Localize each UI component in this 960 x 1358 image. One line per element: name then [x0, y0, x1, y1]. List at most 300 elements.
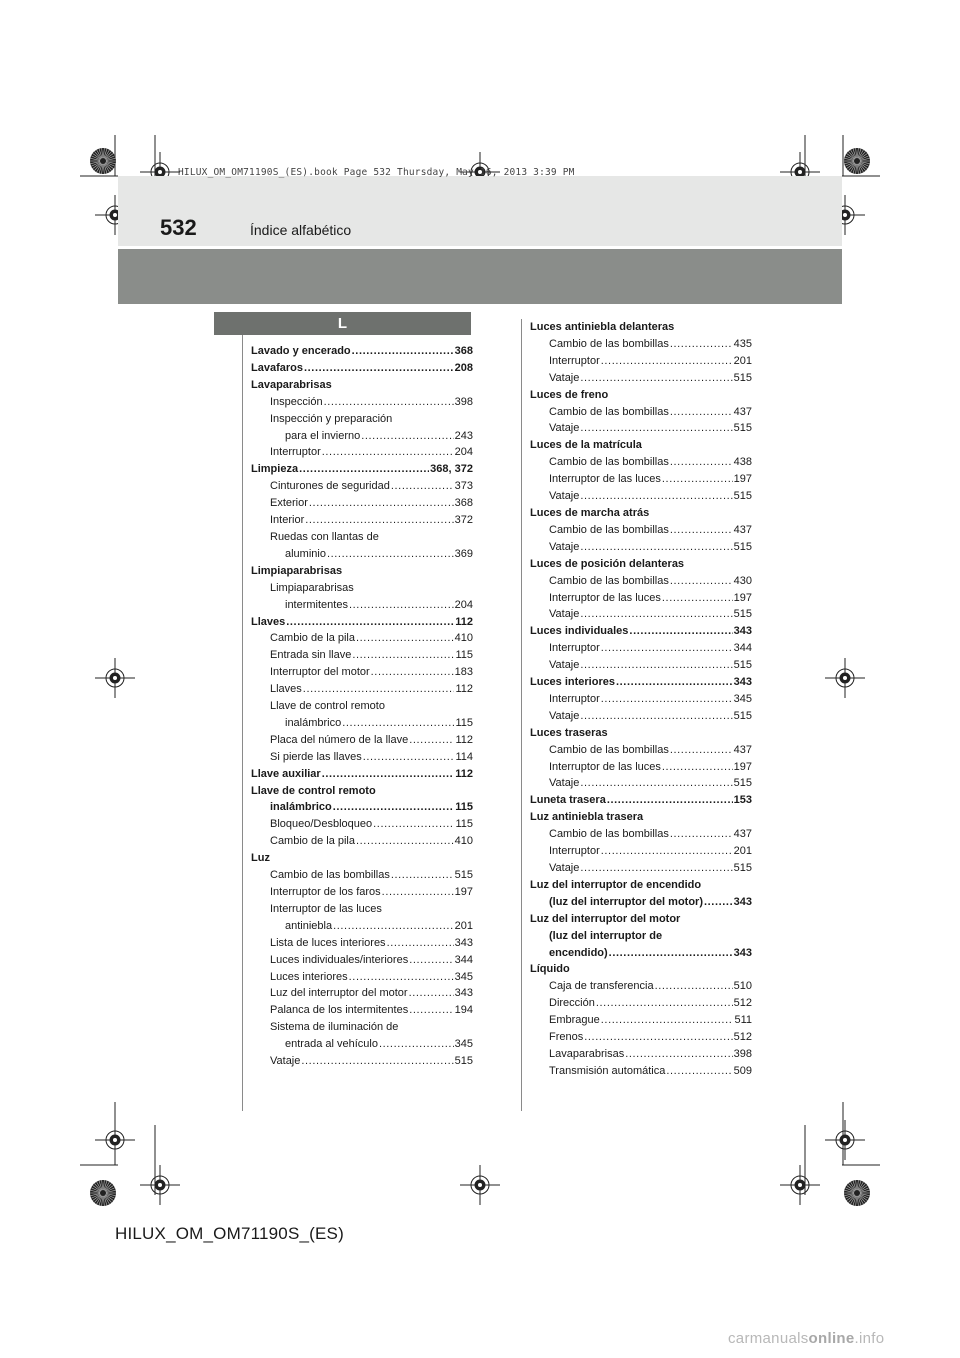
entry-text: Luces individuales/interiores: [270, 953, 409, 966]
entry-page: 368: [454, 497, 473, 510]
dot-leader: [580, 606, 732, 623]
entry-page: 197: [454, 886, 473, 898]
entry-text: Cambio de las bombillas: [549, 828, 669, 841]
entry-text: Luces de freno: [530, 388, 609, 401]
entry-text: Interruptor de las luces: [270, 902, 382, 915]
index-entry: [251, 985, 473, 1002]
index-entry: [251, 1002, 473, 1019]
dot-leader: [584, 1029, 732, 1046]
index-entry: [251, 867, 473, 884]
entry-text: Luz antiniebla trasera: [530, 811, 644, 824]
entry-page: 208: [454, 361, 473, 374]
entry-page: 112: [455, 615, 473, 628]
index-entry: [251, 529, 473, 546]
entry-page: 344: [733, 642, 752, 655]
entry-page: 515: [733, 490, 752, 503]
dot-leader: [601, 843, 733, 860]
entry-page: 437: [733, 523, 752, 536]
index-entry: [251, 783, 473, 800]
index-entry: [530, 1012, 752, 1029]
index-entry: [530, 961, 752, 978]
index-entry: [251, 647, 473, 664]
crosshair-mark: [825, 1120, 865, 1160]
entry-page: 345: [454, 970, 473, 983]
starburst-mark: [90, 148, 116, 174]
entry-text: Vataje: [270, 1055, 301, 1068]
entry-text: Llaves: [270, 683, 302, 696]
dot-leader: [580, 708, 732, 725]
entry-page: 438: [733, 456, 752, 469]
entry-page: 515: [733, 862, 752, 874]
index-entry: [251, 766, 473, 783]
book-info: HILUX_OM_OM71190S_(ES).book Page 532 Thursday, May 16, 2013 3:39 PM: [178, 167, 575, 178]
dot-leader: [607, 792, 733, 809]
entry-text: antiniebla: [285, 919, 333, 932]
index-entry: [530, 471, 752, 488]
entry-page: 512: [733, 1031, 752, 1044]
entry-page: 197: [733, 473, 752, 486]
entry-text: aluminio: [285, 547, 326, 560]
entry-text: Vataje: [549, 862, 580, 874]
entry-text: Luz: [251, 852, 270, 865]
watermark-bold: online: [808, 1330, 855, 1347]
crosshair-mark: [95, 1120, 135, 1160]
entry-text: Cambio de la pila: [270, 835, 355, 848]
index-entry: [251, 343, 473, 360]
entry-text: Lavaparabrisas: [549, 1047, 625, 1060]
entry-text: Limpiaparabrisas: [251, 564, 343, 577]
entry-text: Vataje: [549, 490, 580, 503]
dot-leader: [352, 343, 454, 360]
index-letter: L: [214, 312, 471, 335]
entry-text: Interruptor del motor: [270, 666, 370, 679]
index-entry: [530, 894, 752, 911]
index-entry: [530, 556, 752, 573]
dot-leader: [301, 1053, 453, 1070]
index-entry: [530, 336, 752, 353]
entry-text: Embrague: [549, 1014, 600, 1027]
index-entry: [530, 657, 752, 674]
entry-page: 204: [454, 446, 473, 459]
dot-leader: [352, 647, 454, 664]
dot-leader: [379, 1036, 454, 1053]
entry-text: Caja de transferencia: [549, 980, 654, 993]
index-entry: [530, 353, 752, 370]
dot-leader: [409, 985, 454, 1002]
entry-page: 368: [454, 345, 473, 357]
entry-text: Cambio de la pila: [270, 632, 355, 645]
dot-leader: [373, 816, 454, 833]
entry-page: 510: [733, 980, 752, 993]
entry-page: 368, 372: [430, 463, 473, 476]
crosshair-mark: [140, 1165, 180, 1205]
entry-page: 115: [455, 649, 473, 662]
dot-leader: [409, 952, 453, 969]
entry-text: Luces traseras: [530, 726, 608, 739]
entry-text: Vataje: [549, 608, 580, 621]
entry-page: 515: [733, 659, 752, 672]
entry-text: entrada al vehículo: [285, 1038, 378, 1051]
index-entry: [530, 911, 752, 928]
index-entry: [251, 563, 473, 580]
starburst-mark: [90, 1180, 116, 1206]
dot-leader: [704, 894, 733, 911]
index-entry: [251, 512, 473, 529]
dot-leader: [409, 1002, 453, 1019]
entry-page: 114: [455, 750, 473, 763]
index-entry: [251, 1053, 473, 1070]
dot-leader: [304, 360, 454, 377]
entry-text: (luz del interruptor de: [549, 929, 663, 942]
dot-leader: [609, 945, 733, 962]
entry-text: Cambio de las bombillas: [549, 743, 669, 756]
dot-leader: [382, 884, 454, 901]
entry-text: Limpieza: [251, 463, 299, 476]
entry-text: Vataje: [549, 659, 580, 672]
dot-leader: [305, 512, 453, 529]
crosshair-mark: [780, 1165, 820, 1205]
index-entry: [530, 505, 752, 522]
index-entry: [251, 918, 473, 935]
entry-page: 197: [733, 591, 752, 604]
index-entry: [530, 319, 752, 336]
index-entry: [530, 843, 752, 860]
entry-text: Luces interiores: [530, 676, 615, 689]
crosshair-mark: [825, 658, 865, 698]
watermark-suffix: .info: [854, 1330, 885, 1347]
index-entry: [251, 901, 473, 918]
entry-page: 343: [454, 987, 473, 1000]
entry-page: 437: [733, 743, 752, 756]
header-band-light: [118, 176, 842, 246]
dot-leader: [322, 444, 454, 461]
entry-text: Llave auxiliar: [251, 767, 321, 780]
index-entry: [530, 978, 752, 995]
dot-leader: [391, 478, 454, 495]
entry-page: 201: [454, 919, 473, 932]
index-entry: [530, 759, 752, 776]
entry-page: 437: [733, 828, 752, 841]
dot-leader: [670, 742, 733, 759]
starburst-mark: [844, 1180, 870, 1206]
entry-page: 243: [454, 429, 473, 442]
dot-leader: [299, 461, 429, 478]
entry-page: 201: [733, 354, 752, 367]
entry-text: inalámbrico: [270, 801, 332, 814]
crosshair-mark: [460, 1165, 500, 1205]
entry-text: Luces antiniebla delanteras: [530, 321, 675, 333]
index-entry: [530, 860, 752, 877]
dot-leader: [324, 394, 454, 411]
index-entry: [530, 725, 752, 742]
entry-page: 153: [733, 794, 752, 807]
index-entry: [530, 945, 752, 962]
entry-page: 515: [733, 422, 752, 435]
entry-text: Llave de control remoto: [251, 784, 376, 797]
index-entry: [251, 681, 473, 698]
entry-text: Si pierde las llaves: [270, 750, 362, 763]
entry-page: 201: [733, 845, 752, 858]
entry-text: Interruptor: [270, 446, 321, 459]
index-entry: [530, 606, 752, 623]
entry-text: Luces de marcha atrás: [530, 506, 650, 519]
entry-text: Vataje: [549, 422, 580, 435]
index-entry: [251, 732, 473, 749]
index-entry: [530, 590, 752, 607]
index-entry: [251, 495, 473, 512]
dot-leader: [596, 995, 733, 1012]
entry-text: Bloqueo/Desbloqueo: [270, 818, 373, 831]
watermark: [728, 1330, 884, 1347]
entry-page: 343: [733, 946, 752, 959]
entry-page: 343: [454, 936, 473, 949]
entry-page: 344: [454, 953, 473, 966]
dot-leader: [333, 799, 455, 816]
entry-text: Interruptor: [549, 642, 600, 655]
entry-page: 112: [455, 733, 473, 746]
entry-page: 343: [733, 895, 752, 908]
dot-leader: [303, 681, 455, 698]
entry-text: intermitentes: [285, 598, 348, 611]
entry-page: 512: [733, 997, 752, 1010]
entry-page: 398: [733, 1047, 752, 1060]
entry-text: Exterior: [270, 497, 308, 510]
entry-text: (luz del interruptor del motor): [549, 895, 703, 908]
dot-leader: [662, 590, 733, 607]
entry-text: Vataje: [549, 777, 580, 790]
index-entry: [251, 833, 473, 850]
entry-page: 515: [454, 869, 473, 882]
entry-text: Interruptor de las luces: [549, 473, 661, 486]
dot-leader: [670, 826, 733, 843]
dot-leader: [655, 978, 733, 995]
entry-page: 112: [455, 767, 473, 780]
dot-leader: [580, 488, 732, 505]
index-entry: [530, 640, 752, 657]
entry-text: Interruptor: [549, 845, 600, 858]
entry-text: Llaves: [251, 615, 286, 628]
index-entry: [530, 1063, 752, 1080]
entry-page: 343: [733, 676, 752, 689]
entry-text: Ruedas con llantas de: [270, 530, 379, 543]
entry-page: 197: [733, 760, 752, 773]
entry-page: 372: [454, 514, 473, 527]
entry-page: 515: [733, 608, 752, 621]
entry-text: Luces de la matrícula: [530, 439, 642, 452]
entry-page: 410: [454, 632, 473, 645]
index-entry: [530, 370, 752, 387]
entry-page: 511: [734, 1014, 752, 1027]
index-entry: [530, 387, 752, 404]
dot-leader: [361, 428, 453, 445]
dot-leader: [286, 614, 454, 631]
entry-text: Lista de luces interiores: [270, 936, 386, 949]
index-entry: [530, 877, 752, 894]
index-entry: [530, 420, 752, 437]
dot-leader: [387, 935, 454, 952]
entry-text: Interruptor: [549, 692, 600, 705]
entry-page: 373: [454, 480, 473, 493]
crosshair-mark: [95, 658, 135, 698]
entry-text: Lavafaros: [251, 361, 303, 374]
entry-page: 115: [455, 801, 473, 814]
entry-page: 115: [455, 818, 473, 831]
dot-leader: [580, 370, 732, 387]
entry-text: Lavado y encerado: [251, 345, 351, 357]
index-entry: [251, 749, 473, 766]
dot-leader: [309, 495, 454, 512]
index-entry: [251, 884, 473, 901]
dot-leader: [670, 522, 733, 539]
entry-text: Transmisión automática: [549, 1064, 666, 1077]
index-entry: [251, 444, 473, 461]
index-entry: [530, 623, 752, 640]
index-entry: [530, 454, 752, 471]
entry-text: Cambio de las bombillas: [549, 405, 669, 418]
entry-text: Palanca de los intermitentes: [270, 1004, 409, 1017]
dot-leader: [580, 420, 732, 437]
dot-leader: [333, 918, 454, 935]
entry-page: 430: [733, 574, 752, 587]
entry-text: inalámbrico: [285, 716, 342, 729]
entry-text: Vataje: [549, 709, 580, 722]
index-entry: [530, 742, 752, 759]
index-entry: [530, 775, 752, 792]
dot-leader: [349, 969, 454, 986]
entry-text: Líquido: [530, 963, 570, 976]
dot-leader: [580, 657, 732, 674]
index-entry: [251, 377, 473, 394]
index-entry: [530, 792, 752, 809]
entry-text: Interruptor de los faros: [270, 886, 381, 898]
entry-text: Cambio de las bombillas: [549, 456, 669, 469]
entry-page: 345: [454, 1038, 473, 1051]
entry-text: Inspección y preparación: [270, 412, 393, 425]
entry-page: 194: [454, 1004, 473, 1017]
index-column-2: [530, 319, 752, 1080]
index-entry: [251, 597, 473, 614]
entry-text: Luz del interruptor de encendido: [530, 878, 702, 891]
entry-page: 435: [733, 337, 752, 350]
index-entry: [251, 411, 473, 428]
entry-text: Vataje: [549, 540, 580, 553]
dot-leader: [409, 732, 454, 749]
watermark-prefix: carmanuals: [728, 1330, 809, 1347]
entry-text: Cambio de las bombillas: [549, 523, 669, 536]
entry-page: 204: [454, 598, 473, 611]
index-entry: [251, 698, 473, 715]
entry-page: 515: [454, 1055, 473, 1068]
index-entry: [251, 850, 473, 867]
index-entry: [251, 546, 473, 563]
dot-leader: [601, 640, 733, 657]
index-entry: [530, 691, 752, 708]
dot-leader: [601, 353, 733, 370]
entry-page: 515: [733, 777, 752, 790]
entry-text: Interruptor: [549, 354, 600, 367]
entry-text: para el invierno: [285, 429, 361, 442]
header-band-dark: [118, 249, 842, 304]
index-entry: [251, 614, 473, 631]
index-entry: [530, 1046, 752, 1063]
entry-page: 515: [733, 709, 752, 722]
dot-leader: [371, 664, 454, 681]
dot-leader: [322, 766, 455, 783]
entry-text: Luces interiores: [270, 970, 348, 983]
entry-text: Cambio de las bombillas: [549, 337, 669, 350]
entry-text: Luces de posición delanteras: [530, 557, 685, 570]
index-entry: [251, 360, 473, 377]
index-entry: [251, 630, 473, 647]
entry-text: Inspección: [270, 395, 323, 408]
footer-code: HILUX_OM_OM71190S_(ES): [115, 1224, 344, 1243]
dot-leader: [670, 404, 733, 421]
index-entry: [530, 1029, 752, 1046]
entry-page: 369: [454, 547, 473, 560]
index-entry: [530, 928, 752, 945]
entry-text: Luneta trasera: [530, 794, 606, 807]
index-column-1: [251, 343, 473, 1070]
entry-text: Vataje: [549, 371, 580, 384]
dot-leader: [356, 833, 454, 850]
entry-text: Dirección: [549, 997, 595, 1010]
entry-text: Luz del interruptor del motor: [270, 987, 408, 1000]
dot-leader: [601, 691, 733, 708]
entry-text: Limpiaparabrisas: [270, 581, 354, 594]
index-entry: [530, 809, 752, 826]
column-divider-left: [242, 335, 243, 1111]
dot-leader: [666, 1063, 732, 1080]
dot-leader: [327, 546, 454, 563]
entry-page: 343: [733, 625, 752, 638]
index-entry: [251, 580, 473, 597]
index-entry: [251, 816, 473, 833]
index-entry: [251, 394, 473, 411]
dot-leader: [670, 336, 733, 353]
dot-leader: [349, 597, 454, 614]
index-entry: [530, 488, 752, 505]
index-entry: [251, 428, 473, 445]
index-entry: [251, 935, 473, 952]
dot-leader: [601, 1012, 734, 1029]
entry-page: 345: [733, 692, 752, 705]
entry-page: 509: [733, 1064, 752, 1077]
index-entry: [530, 522, 752, 539]
section-title: Índice alfabético: [250, 222, 352, 238]
dot-leader: [662, 759, 733, 776]
dot-leader: [580, 775, 732, 792]
entry-page: 183: [454, 666, 473, 679]
entry-text: Lavaparabrisas: [251, 378, 332, 391]
entry-text: Cinturones de seguridad: [270, 480, 390, 493]
index-entry: [251, 1019, 473, 1036]
entry-text: Luz del interruptor del motor: [530, 912, 681, 925]
dot-leader: [342, 715, 454, 732]
entry-text: Entrada sin llave: [270, 649, 352, 662]
index-entry: [251, 799, 473, 816]
entry-text: Interior: [270, 514, 305, 527]
dot-leader: [625, 1046, 732, 1063]
entry-text: Cambio de las bombillas: [270, 869, 390, 882]
index-entry: [530, 404, 752, 421]
index-entry: [530, 437, 752, 454]
entry-text: Luces individuales: [530, 625, 629, 638]
index-entry: [251, 1036, 473, 1053]
dot-leader: [629, 623, 732, 640]
entry-text: encendido): [549, 946, 608, 959]
entry-page: 115: [455, 716, 473, 729]
dot-leader: [363, 749, 455, 766]
